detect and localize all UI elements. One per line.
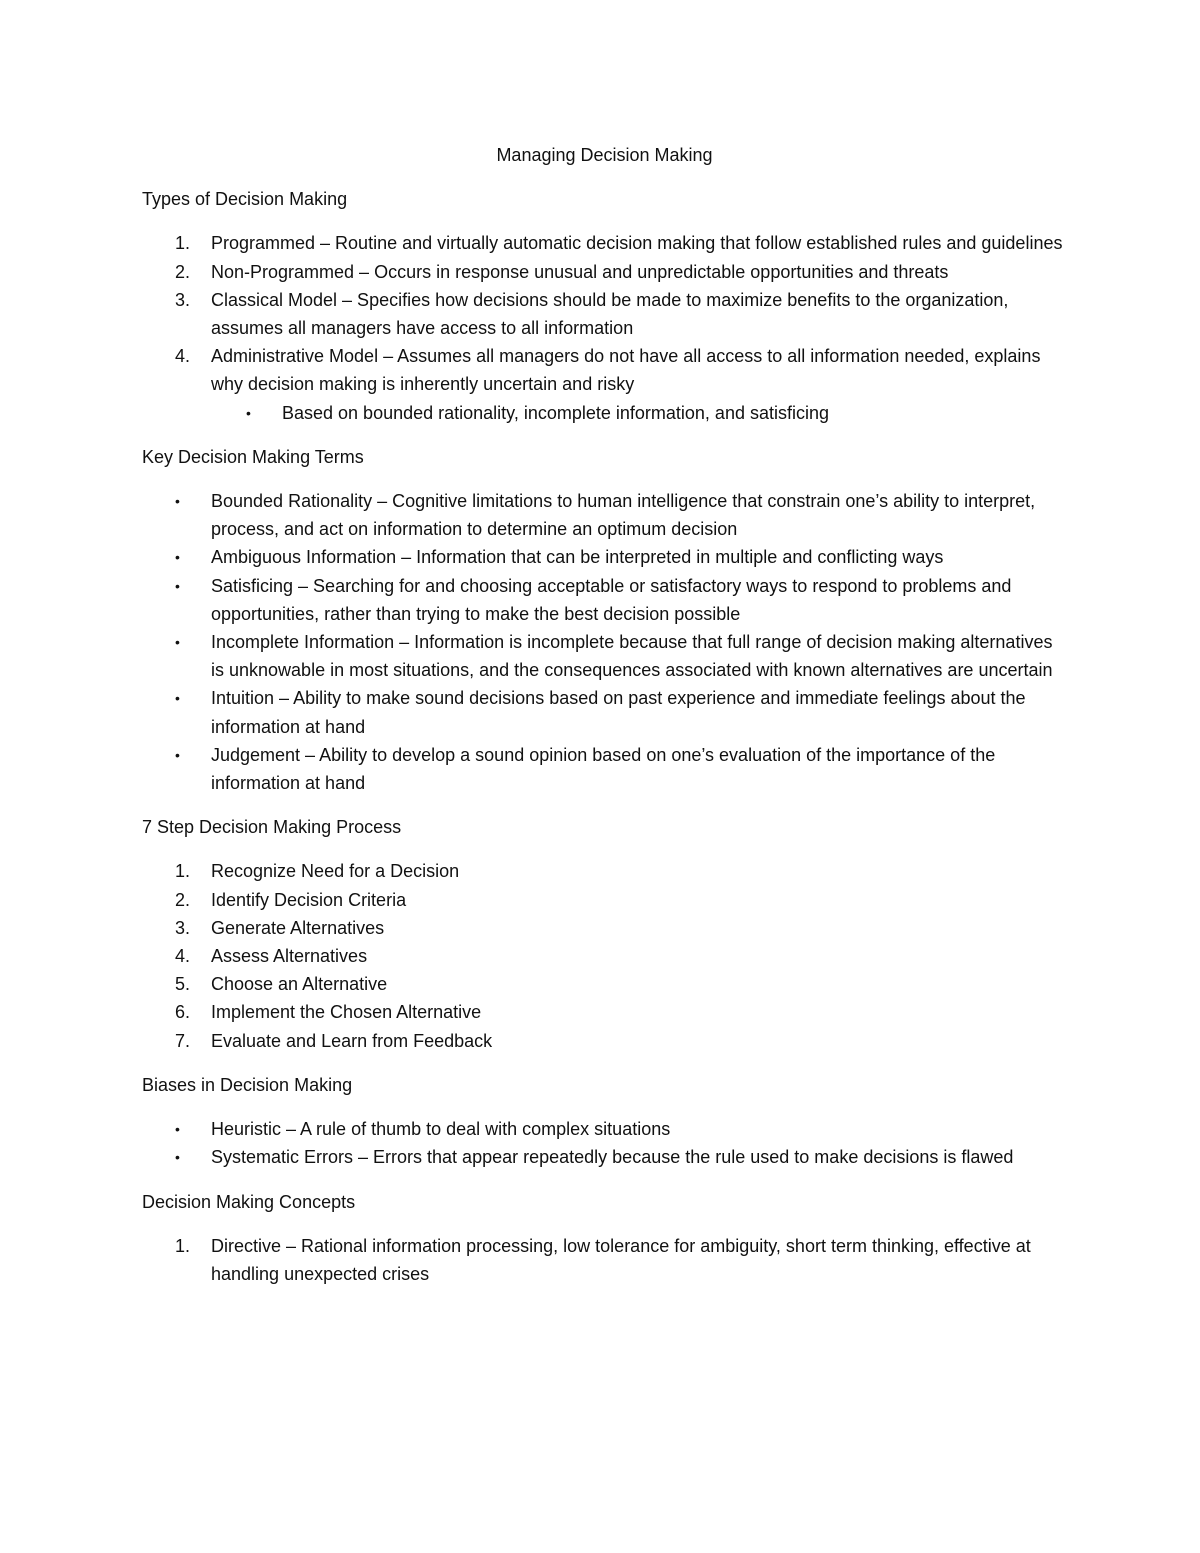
section-heading-concepts: Decision Making Concepts [142, 1191, 356, 1212]
list-item [142, 970, 1067, 998]
list-item [142, 628, 1067, 684]
process-steps-list [142, 857, 1067, 1054]
list-item-text: Classical Model – Specifies how decisions should be made to maximize benefits to the organization, assumes all managers have access to all information [211, 289, 1009, 339]
list-item-text: Judgement – Ability to develop a sound opinion based on one’s evaluation of the importance of the information at hand [211, 744, 996, 794]
list-item [142, 229, 1067, 257]
list-number: 3. [175, 289, 191, 310]
bullet-icon: • [175, 690, 180, 707]
concepts-list [142, 1232, 1067, 1288]
list-item [142, 1027, 1067, 1055]
bullet-icon: • [175, 493, 180, 510]
bullet-icon: • [175, 577, 180, 594]
list-item-text: Generate Alternatives [211, 917, 385, 938]
document-title: Managing Decision Making [496, 145, 713, 165]
list-item-text: Non-Programmed – Occurs in response unusual and unpredictable opportunities and threats [211, 261, 949, 282]
list-item [142, 998, 1067, 1026]
list-item-text: Bounded Rationality – Cognitive limitations to human intelligence that constrain one’s ability to interpret, process, and act on information to determine an optimum decision [211, 491, 1036, 540]
bullet-icon: • [175, 1121, 180, 1138]
list-item-text: Intuition – Ability to make sound decisions based on past experience and immediate feelings about the information at hand [211, 688, 1026, 737]
list-item-text: Administrative Model – Assumes all managers do not have all access to all information needed, explains why decision making is inherently uncertain and risky [211, 346, 1041, 395]
list-number: 7. [175, 1030, 191, 1051]
list-item [142, 258, 1067, 286]
sub-list-item [142, 399, 1067, 427]
document-body [142, 141, 1067, 1304]
list-number: 1. [175, 1235, 191, 1256]
list-item [142, 342, 1067, 427]
section-heading-biases: Biases in Decision Making [142, 1074, 353, 1095]
list-item-text: Satisficing – Searching for and choosing acceptable or satisfactory ways to respond to problems and opportunities, rather than trying to make the best decision possible [211, 575, 1012, 624]
list-number: 1. [175, 233, 191, 254]
section-heading-process: 7 Step Decision Making Process [142, 817, 402, 838]
list-number: 3. [175, 917, 191, 938]
list-item-text: Implement the Chosen Alternative [211, 1002, 482, 1023]
list-item [142, 857, 1067, 885]
list-item-text: Heuristic – A rule of thumb to deal with complex situations [211, 1119, 671, 1140]
list-number: 5. [175, 974, 191, 995]
list-item [142, 914, 1067, 942]
list-item [142, 543, 1067, 571]
bullet-icon: • [175, 549, 180, 566]
key-terms-list [142, 487, 1067, 797]
biases-list [142, 1115, 1067, 1171]
list-item-text: Recognize Need for a Decision [211, 861, 460, 882]
list-number: 6. [175, 1002, 191, 1023]
section-heading-types: Types of Decision Making [142, 189, 348, 210]
list-item-text: Choose an Alternative [211, 974, 388, 995]
list-number: 1. [175, 861, 191, 882]
list-item-text: Assess Alternatives [211, 946, 368, 967]
list-item-text: Ambiguous Information – Information that can be interpreted in multiple and conflicting ways [211, 547, 944, 568]
list-number: 2. [175, 889, 191, 910]
list-item [142, 572, 1067, 628]
list-item [142, 286, 1067, 342]
section-heading-key-terms: Key Decision Making Terms [142, 446, 364, 467]
list-item [142, 684, 1067, 740]
bullet-icon: • [175, 1149, 180, 1166]
bullet-icon: • [175, 746, 180, 763]
list-item-text: Based on bounded rationality, incomplete information, and satisficing [282, 402, 829, 423]
list-item [142, 942, 1067, 970]
bullet-icon: • [175, 634, 180, 651]
types-list [142, 229, 1067, 426]
list-number: 4. [175, 346, 191, 367]
list-number: 4. [175, 946, 191, 967]
list-item [142, 487, 1067, 543]
sub-bullet-list [211, 399, 1067, 427]
list-item [142, 1143, 1067, 1171]
list-number: 2. [175, 261, 191, 282]
bullet-icon: • [246, 404, 251, 421]
list-item-text: Evaluate and Learn from Feedback [211, 1030, 493, 1051]
list-item-text: Directive – Rational information processing, low tolerance for ambiguity, short term thinking, effective at handling unexpected crises [211, 1235, 1031, 1284]
list-item-text: Incomplete Information – Information is incomplete because that full range of decision making alternatives is unknowable in most situations, and the consequences associated with known alternatives are uncertain [211, 632, 1053, 681]
list-item-text: Programmed – Routine and virtually automatic decision making that follow established rules and guidelines [211, 233, 1063, 254]
list-item-text: Systematic Errors – Errors that appear repeatedly because the rule used to make decisions is flawed [211, 1147, 1014, 1168]
list-item [142, 1115, 1067, 1143]
list-item-text: Identify Decision Criteria [211, 889, 407, 910]
list-item [142, 741, 1067, 797]
list-item [142, 886, 1067, 914]
list-item [142, 1232, 1067, 1288]
